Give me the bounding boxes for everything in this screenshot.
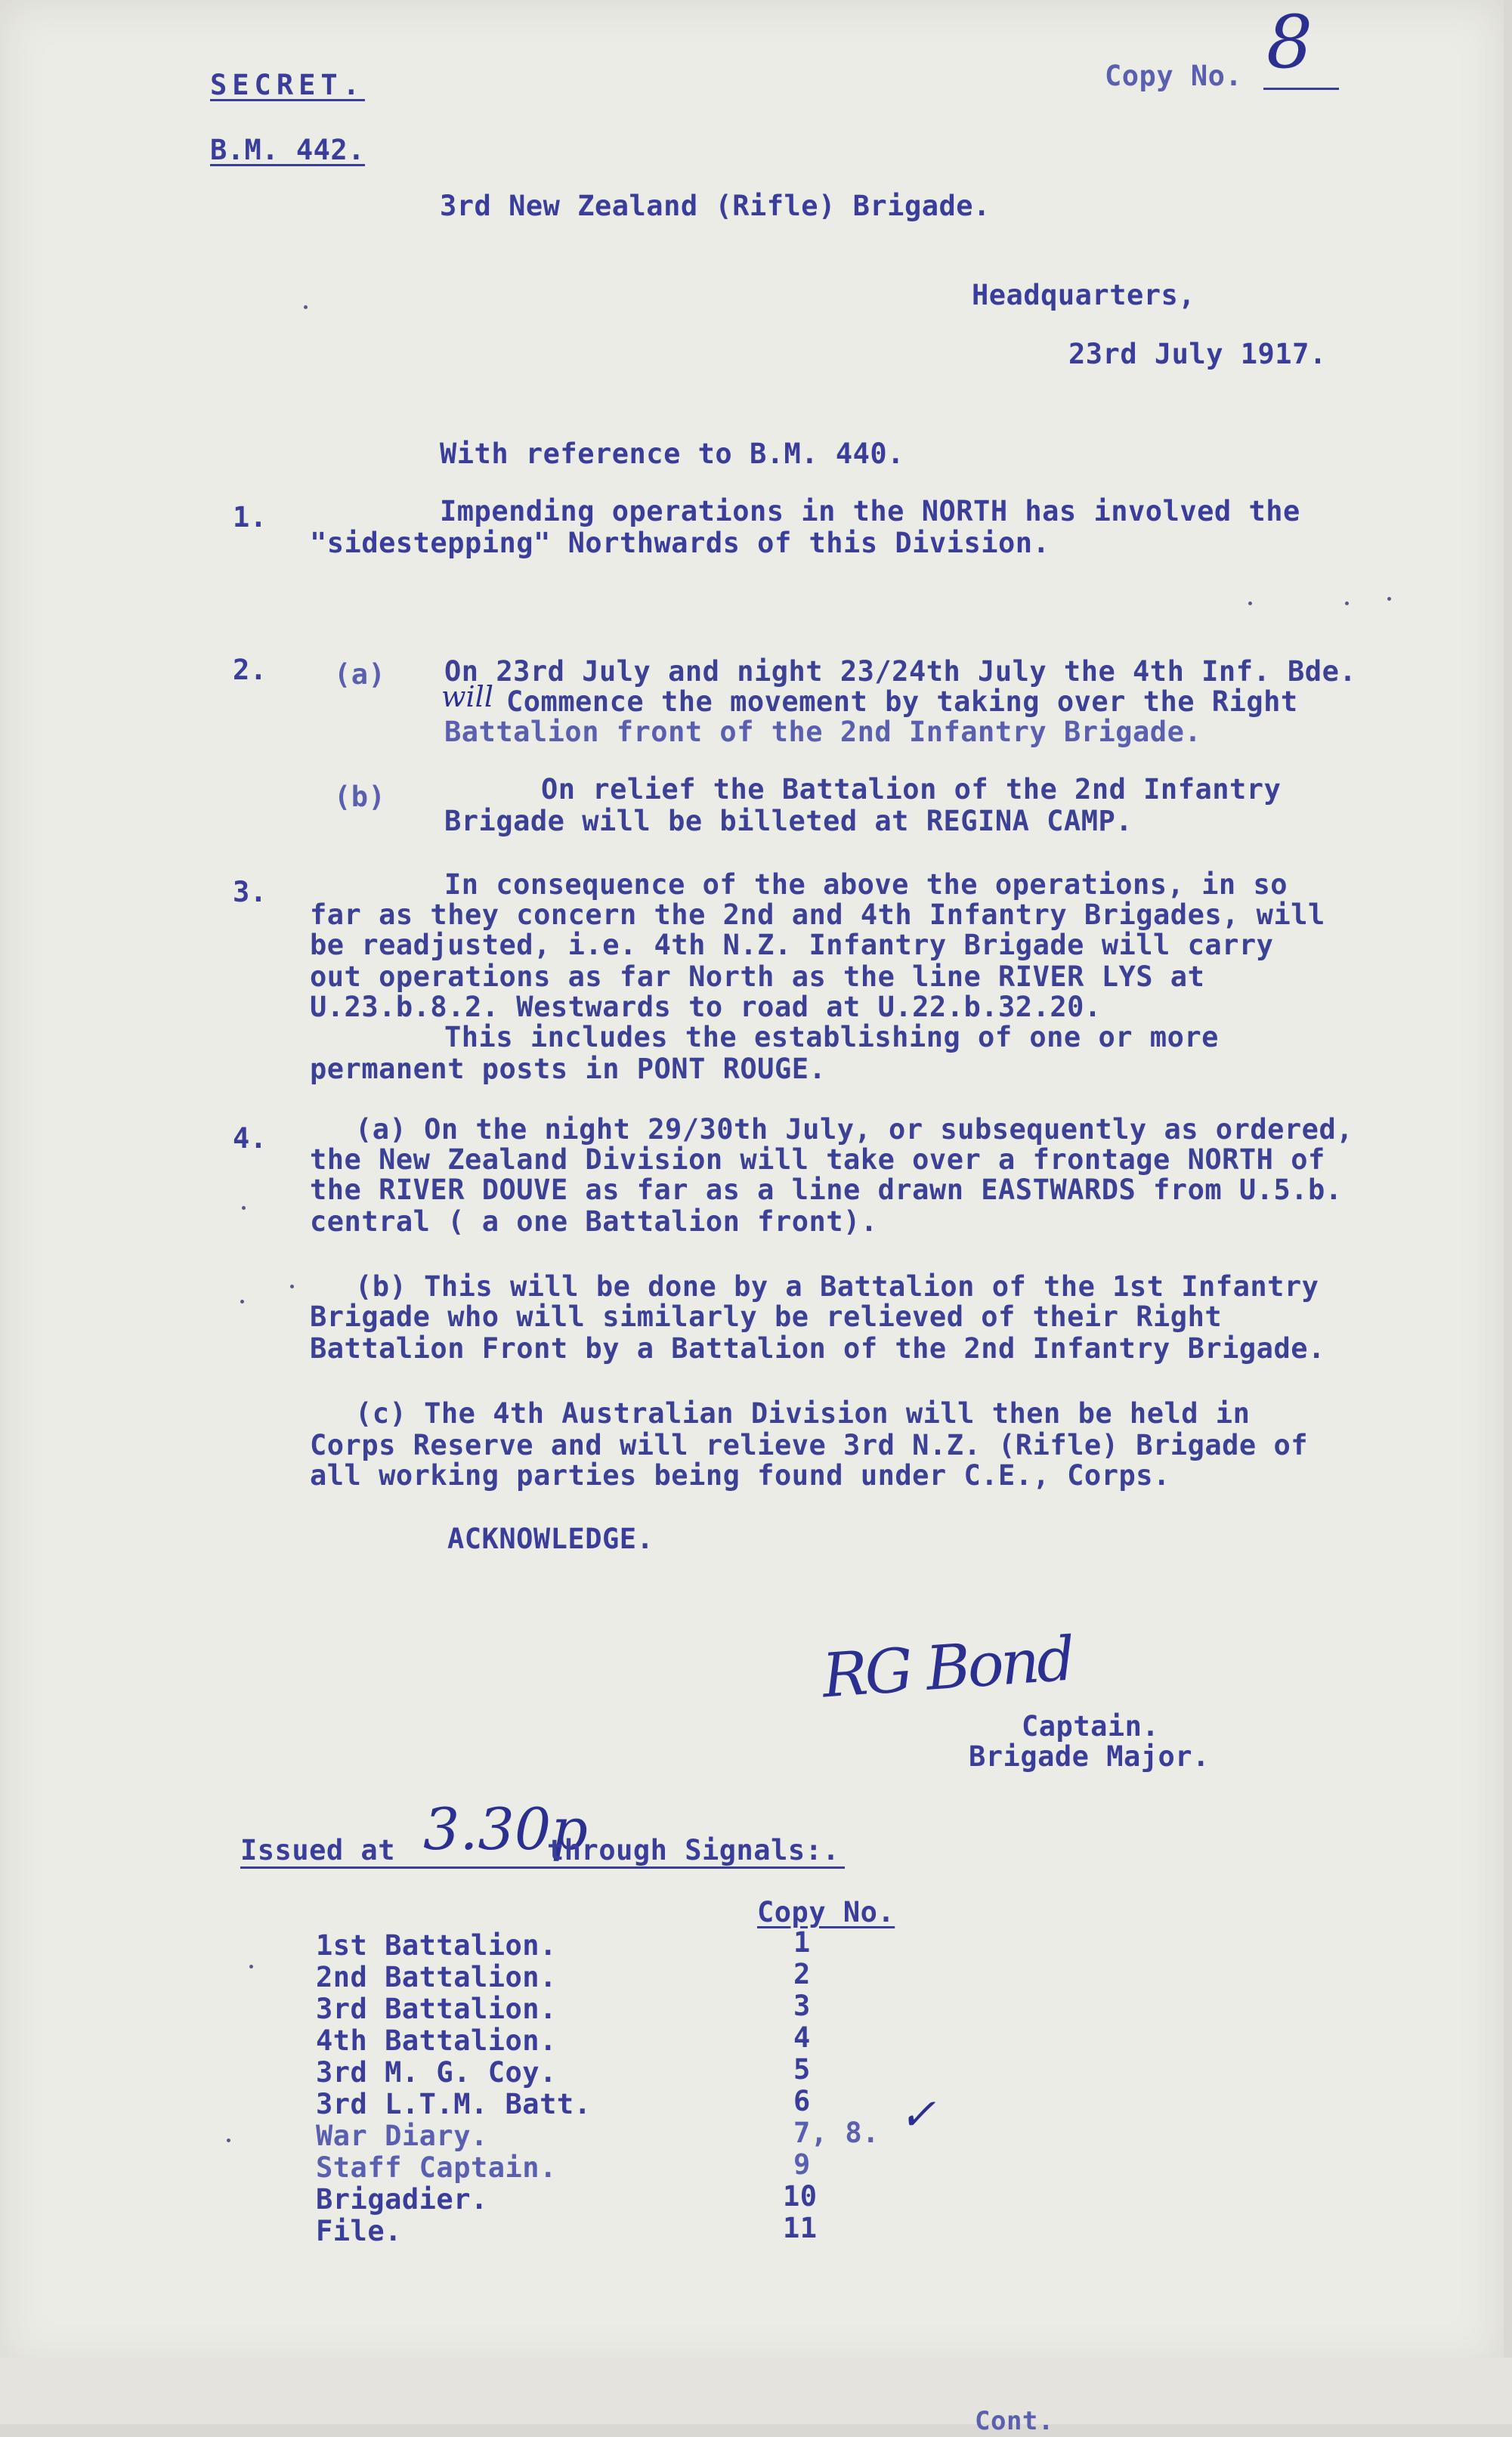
para3-line: far as they concern the 2nd and 4th Infantry Brigades, will xyxy=(310,898,1325,931)
para3-line: U.23.b.8.2. Westwards to road at U.22.b.32.20. xyxy=(310,991,1102,1023)
distribution-unit: File. xyxy=(316,2215,402,2247)
para2b-line: On relief the Battalion of the 2nd Infantry xyxy=(541,773,1282,806)
para4c-line: all working parties being found under C.E., Corps. xyxy=(310,1459,1170,1492)
copy-no-underline xyxy=(1263,88,1339,90)
para3-line: be readjusted, i.e. 4th N.Z. Infantry Brigade will carry xyxy=(310,929,1274,961)
paper-speck xyxy=(290,1285,294,1288)
para4a-line: the New Zealand Division will take over a frontage NORTH of xyxy=(310,1143,1325,1176)
para2b-label: (b) xyxy=(334,781,386,813)
distribution-copy: 10 xyxy=(783,2180,818,2213)
para2a-line: On 23rd July and night 23/24th July the 4th Inf. Bde. xyxy=(444,655,1357,688)
paper-speck xyxy=(1387,597,1391,601)
para1-line: Impending operations in the NORTH has involved the xyxy=(440,495,1300,527)
para4-number: 4. xyxy=(233,1122,267,1155)
paper-speck xyxy=(249,1965,253,1968)
next-page-edge xyxy=(0,2358,1512,2424)
distribution-copy: 4 xyxy=(793,2021,811,2054)
unit-title: 3rd New Zealand (Rifle) Brigade. xyxy=(440,190,991,222)
distribution-copy: 5 xyxy=(793,2053,811,2086)
copy-no-label: Copy No. xyxy=(1105,60,1243,92)
paper-speck xyxy=(1248,602,1252,605)
para2a-line: Battalion front of the 2nd Infantry Brigade. xyxy=(444,716,1202,748)
para4a-line: (a) On the night 29/30th July, or subsequently as ordered, xyxy=(355,1113,1354,1146)
distribution-copy: 11 xyxy=(783,2212,818,2244)
para4a-line: the RIVER DOUVE as far as a line drawn EASTWARDS from U.5.b. xyxy=(310,1174,1343,1206)
distribution-copy: 3 xyxy=(793,1990,811,2022)
para2a-line: Commence the movement by taking over the Right xyxy=(506,685,1298,718)
para2a-label: (a) xyxy=(334,658,386,691)
para3-line: out operations as far North as the line RIVER LYS at xyxy=(310,960,1205,993)
distribution-copy: 2 xyxy=(793,1958,811,1990)
issued-suffix: through Signals:. xyxy=(547,1834,840,1866)
para3-line: permanent posts in PONT ROUGE. xyxy=(310,1053,827,1085)
issued-underline xyxy=(240,1866,845,1869)
check-mark-icon: ✓ xyxy=(899,2089,936,2140)
handwritten-insertion: will xyxy=(441,680,493,713)
para4a-line: central ( a one Battalion front). xyxy=(310,1205,878,1238)
document-date: 23rd July 1917. xyxy=(1068,338,1327,370)
distribution-unit: 3rd Battalion. xyxy=(316,1993,557,2025)
para1-line: "sidestepping" Northwards of this Division. xyxy=(310,527,1050,559)
signatory-appointment: Brigade Major. xyxy=(969,1740,1210,1773)
reference-number: B.M. 442. xyxy=(210,134,365,166)
next-page-continuation: Cont. xyxy=(975,2406,1054,2436)
para3-line: This includes the establishing of one or more xyxy=(444,1021,1219,1053)
para4c-line: Corps Reserve and will relieve 3rd N.Z. (Rifle) Brigade of xyxy=(310,1429,1309,1461)
distribution-unit: 3rd L.T.M. Batt. xyxy=(316,2088,592,2120)
paper-speck xyxy=(1345,602,1349,605)
para4b-line: Battalion Front by a Battalion of the 2nd Infantry Brigade. xyxy=(310,1332,1325,1365)
distribution-copy: 7, 8. xyxy=(793,2117,880,2149)
distribution-unit: 4th Battalion. xyxy=(316,2024,557,2057)
handwritten-signature: RG Bond xyxy=(820,1623,1075,1712)
distribution-copy: 6 xyxy=(793,2085,811,2117)
distribution-unit: 3rd M. G. Coy. xyxy=(316,2056,557,2089)
headquarters-label: Headquarters, xyxy=(972,279,1196,311)
reference-line: With reference to B.M. 440. xyxy=(440,438,904,470)
distribution-copy: 1 xyxy=(793,1926,811,1959)
classification: SECRET. xyxy=(210,69,365,101)
distribution-unit: Brigadier. xyxy=(316,2183,488,2216)
distribution-unit: 2nd Battalion. xyxy=(316,1961,557,1993)
para4b-line: Brigade who will similarly be relieved of their Right xyxy=(310,1300,1223,1333)
handwritten-issue-time: 3.30p xyxy=(423,1795,588,1863)
paper-speck xyxy=(304,305,308,309)
distribution-unit: War Diary. xyxy=(316,2120,488,2152)
issued-prefix: Issued at xyxy=(240,1834,395,1866)
distribution-copy: 9 xyxy=(793,2148,811,2181)
paper-speck xyxy=(242,1206,246,1210)
para1-number: 1. xyxy=(233,501,267,533)
para3-number: 3. xyxy=(233,876,267,908)
para4b-line: (b) This will be done by a Battalion of the 1st Infantry xyxy=(355,1270,1319,1303)
paper-speck xyxy=(240,1300,244,1304)
para2-number: 2. xyxy=(233,654,267,686)
para3-line: In consequence of the above the operations, in so xyxy=(444,868,1288,901)
copy-no-handwritten: 8 xyxy=(1266,0,1313,85)
signatory-rank: Captain. xyxy=(1022,1710,1160,1743)
para2b-line: Brigade will be billeted at REGINA CAMP. xyxy=(444,805,1133,837)
distribution-unit: 1st Battalion. xyxy=(316,1929,557,1962)
copy-no-column-header: Copy No. xyxy=(757,1896,895,1928)
para4c-line: (c) The 4th Australian Division will then be held in xyxy=(355,1397,1251,1430)
paper-speck xyxy=(227,2139,230,2142)
distribution-unit: Staff Captain. xyxy=(316,2151,557,2184)
acknowledge: ACKNOWLEDGE. xyxy=(447,1523,654,1555)
